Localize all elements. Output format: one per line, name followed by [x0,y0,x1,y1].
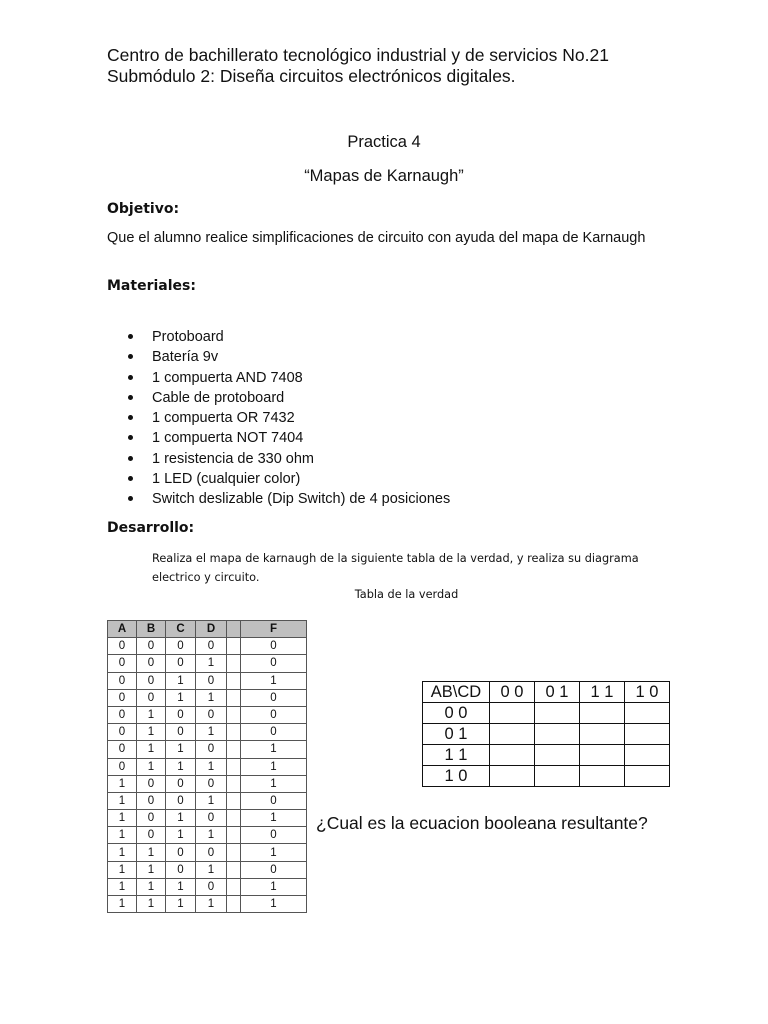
karnaugh-row-label: 0 0 [423,703,490,724]
truth-table-cell: 1 [166,741,196,758]
bullet-icon [128,456,133,461]
truth-table-cell: 0 [241,638,307,655]
karnaugh-cell [580,745,625,766]
truth-table-cell: 0 [166,792,196,809]
truth-table-cell: 0 [137,775,166,792]
truth-table-cell: 0 [108,689,137,706]
truth-table-cell: 1 [137,706,166,723]
truth-table-cell: 1 [196,827,227,844]
boolean-equation-question: ¿Cual es la ecuacion booleana resultante? [316,813,648,833]
truth-table-cell: 0 [196,878,227,895]
truth-table-cell: 0 [196,672,227,689]
truth-table-row [108,724,307,741]
material-label: 1 compuerta AND 7408 [152,369,303,386]
material-label: 1 compuerta OR 7432 [152,410,295,427]
karnaugh-cell [490,703,535,724]
truth-table-cell: 1 [196,896,227,913]
truth-table-cell: 1 [196,689,227,706]
truth-table-cell [227,758,241,775]
truth-table-cell: 1 [241,878,307,895]
truth-table-row [108,810,307,827]
truth-table-cell [227,827,241,844]
truth-table-cell: 1 [241,758,307,775]
truth-table-row [108,844,307,861]
truth-table [107,620,307,913]
truth-table-cell: 1 [241,672,307,689]
karnaugh-cell [580,703,625,724]
truth-table-row [108,689,307,706]
bullet-icon [128,375,133,380]
truth-table-cell [227,878,241,895]
karnaugh-row [423,745,670,766]
truth-table-cell [227,655,241,672]
truth-table-cell: 1 [241,741,307,758]
truth-table-cell [227,706,241,723]
karnaugh-cell [490,724,535,745]
truth-table-cell: 0 [137,792,166,809]
truth-table-cell: 0 [166,844,196,861]
bullet-icon [128,334,133,339]
truth-table-cell: 1 [108,810,137,827]
karnaugh-row [423,724,670,745]
karnaugh-cell [625,766,670,787]
material-item [128,347,450,367]
truth-table-row [108,741,307,758]
truth-table-cell: 1 [108,827,137,844]
truth-table-cell: 1 [166,689,196,706]
truth-table-cell: 1 [196,724,227,741]
submodule-name: Submódulo 2: Diseña circuitos electrónicos digitales. [107,66,516,86]
karnaugh-cell [625,745,670,766]
karnaugh-column-label: 0 1 [535,682,580,703]
material-label: 1 resistencia de 330 ohm [152,450,315,467]
karnaugh-cell [490,745,535,766]
truth-table-cell: 1 [166,672,196,689]
truth-table-cell: 0 [166,638,196,655]
material-item [128,327,450,347]
truth-table-cell: 1 [166,896,196,913]
truth-table-cell: 0 [241,792,307,809]
truth-table-row [108,896,307,913]
truth-table-cell: 0 [196,844,227,861]
truth-table-cell: 0 [166,655,196,672]
truth-table-cell: 1 [166,878,196,895]
truth-table-cell: 1 [241,896,307,913]
karnaugh-cell [535,766,580,787]
truth-table-cell: 1 [166,758,196,775]
karnaugh-map [422,681,670,787]
truth-table-header-row [108,621,307,638]
karnaugh-column-label: 1 1 [580,682,625,703]
truth-table-cell: 1 [196,655,227,672]
karnaugh-row [423,766,670,787]
bullet-icon [128,435,133,440]
materials-heading: Materiales: [107,278,196,294]
truth-table-cell: 1 [108,878,137,895]
truth-table-cell [227,638,241,655]
truth-table-cell: 0 [166,775,196,792]
truth-table-cell: 0 [241,724,307,741]
karnaugh-row-label: 1 1 [423,745,490,766]
karnaugh-row-label: 1 0 [423,766,490,787]
karnaugh-cell [580,724,625,745]
material-item [128,388,450,408]
karnaugh-cell [625,724,670,745]
bullet-icon [128,354,133,359]
truth-table-header-cell: D [196,621,227,638]
truth-table-cell: 0 [108,724,137,741]
truth-table-cell: 1 [108,792,137,809]
material-item [128,469,450,489]
bullet-icon [128,415,133,420]
truth-table-cell: 0 [196,810,227,827]
practice-subtitle: “Mapas de Karnaugh” [304,167,464,185]
truth-table-cell [227,724,241,741]
material-item [128,368,450,388]
truth-table-cell: 1 [108,861,137,878]
truth-table-cell: 1 [137,896,166,913]
truth-table-cell: 0 [241,706,307,723]
material-label: Cable de protoboard [152,389,285,406]
truth-table-cell [227,861,241,878]
material-label: Batería 9v [152,349,219,366]
truth-table-cell: 0 [108,655,137,672]
truth-table-cell: 1 [137,741,166,758]
truth-table-caption: Tabla de la verdad [354,588,459,601]
karnaugh-column-label: 1 0 [625,682,670,703]
truth-table-cell: 0 [137,827,166,844]
material-label: Protoboard [152,329,224,345]
objective-text: Que el alumno realice simplificaciones de circuito con ayuda del mapa de Karnaugh [107,230,646,246]
truth-table-row [108,792,307,809]
truth-table-cell: 0 [108,638,137,655]
truth-table-cell: 1 [241,810,307,827]
truth-table-cell [227,792,241,809]
bullet-icon [128,395,133,400]
truth-table-cell: 0 [166,861,196,878]
truth-table-cell: 1 [108,896,137,913]
truth-table-cell: 0 [196,638,227,655]
truth-table-cell: 0 [108,706,137,723]
karnaugh-cell [535,745,580,766]
material-item [128,489,450,509]
practice-title: Practica 4 [347,133,421,151]
truth-table-cell: 0 [108,672,137,689]
truth-table-row [108,878,307,895]
material-item [128,408,450,428]
truth-table-cell [227,775,241,792]
karnaugh-cell [490,766,535,787]
truth-table-header-cell: B [137,621,166,638]
truth-table-row [108,638,307,655]
truth-table-cell: 0 [196,775,227,792]
truth-table-cell: 0 [137,672,166,689]
materials-list [128,327,450,510]
development-text: Realiza el mapa de karnaugh de la siguiente tabla de la verdad, y realiza su diagrama electrico y circuito. [152,552,639,584]
truth-table-cell: 0 [166,724,196,741]
truth-table-row [108,861,307,878]
truth-table-cell [227,741,241,758]
truth-table-cell [227,844,241,861]
objective-heading: Objetivo: [107,201,180,217]
truth-table-cell: 0 [241,827,307,844]
truth-table-row [108,758,307,775]
truth-table-cell: 1 [196,792,227,809]
truth-table-cell: 1 [166,810,196,827]
truth-table-cell: 1 [137,724,166,741]
truth-table-cell: 0 [241,689,307,706]
truth-table-cell: 1 [137,861,166,878]
truth-table-cell: 1 [137,758,166,775]
material-label: Switch deslizable (Dip Switch) de 4 posiciones [152,491,451,508]
truth-table-row [108,706,307,723]
bullet-icon [128,496,133,501]
truth-table-cell: 0 [196,706,227,723]
karnaugh-header-row [423,682,670,703]
school-name: Centro de bachillerato tecnológico industrial y de servicios No.21 [107,45,609,65]
truth-table-cell: 1 [166,827,196,844]
truth-table-cell: 1 [108,775,137,792]
truth-table-cell: 0 [166,706,196,723]
material-label: 1 LED (cualquier color) [152,471,301,488]
truth-table-cell: 0 [137,810,166,827]
karnaugh-row [423,703,670,724]
karnaugh-row-label: 0 1 [423,724,490,745]
truth-table-cell: 1 [137,844,166,861]
truth-table-row [108,672,307,689]
truth-table-cell: 1 [137,878,166,895]
truth-table-cell: 0 [137,689,166,706]
document-header [107,45,609,87]
karnaugh-corner-label: AB\CD [423,682,490,703]
truth-table-cell: 1 [241,844,307,861]
truth-table-cell: 1 [196,758,227,775]
karnaugh-column-label: 0 0 [490,682,535,703]
truth-table-cell: 0 [108,741,137,758]
truth-table-cell: 0 [241,861,307,878]
karnaugh-cell [625,703,670,724]
truth-table-row [108,775,307,792]
material-label: 1 compuerta NOT 7404 [152,430,304,447]
karnaugh-cell [535,724,580,745]
truth-table-cell: 1 [108,844,137,861]
truth-table-cell: 0 [108,758,137,775]
material-item [128,449,450,469]
development-heading: Desarrollo: [107,520,195,536]
material-item [128,428,450,448]
truth-table-cell [227,672,241,689]
truth-table-cell: 1 [241,775,307,792]
truth-table-header-cell [227,621,241,638]
karnaugh-cell [580,766,625,787]
truth-table-row [108,827,307,844]
truth-table-header-cell: A [108,621,137,638]
truth-table-header-cell: C [166,621,196,638]
truth-table-cell: 0 [137,638,166,655]
truth-table-cell: 1 [196,861,227,878]
truth-table-cell: 0 [241,655,307,672]
bullet-icon [128,476,133,481]
truth-table-cell [227,810,241,827]
karnaugh-cell [535,703,580,724]
truth-table-cell [227,896,241,913]
truth-table-row [108,655,307,672]
truth-table-cell: 0 [196,741,227,758]
truth-table-cell: 0 [137,655,166,672]
truth-table-header-cell: F [241,621,307,638]
truth-table-cell [227,689,241,706]
